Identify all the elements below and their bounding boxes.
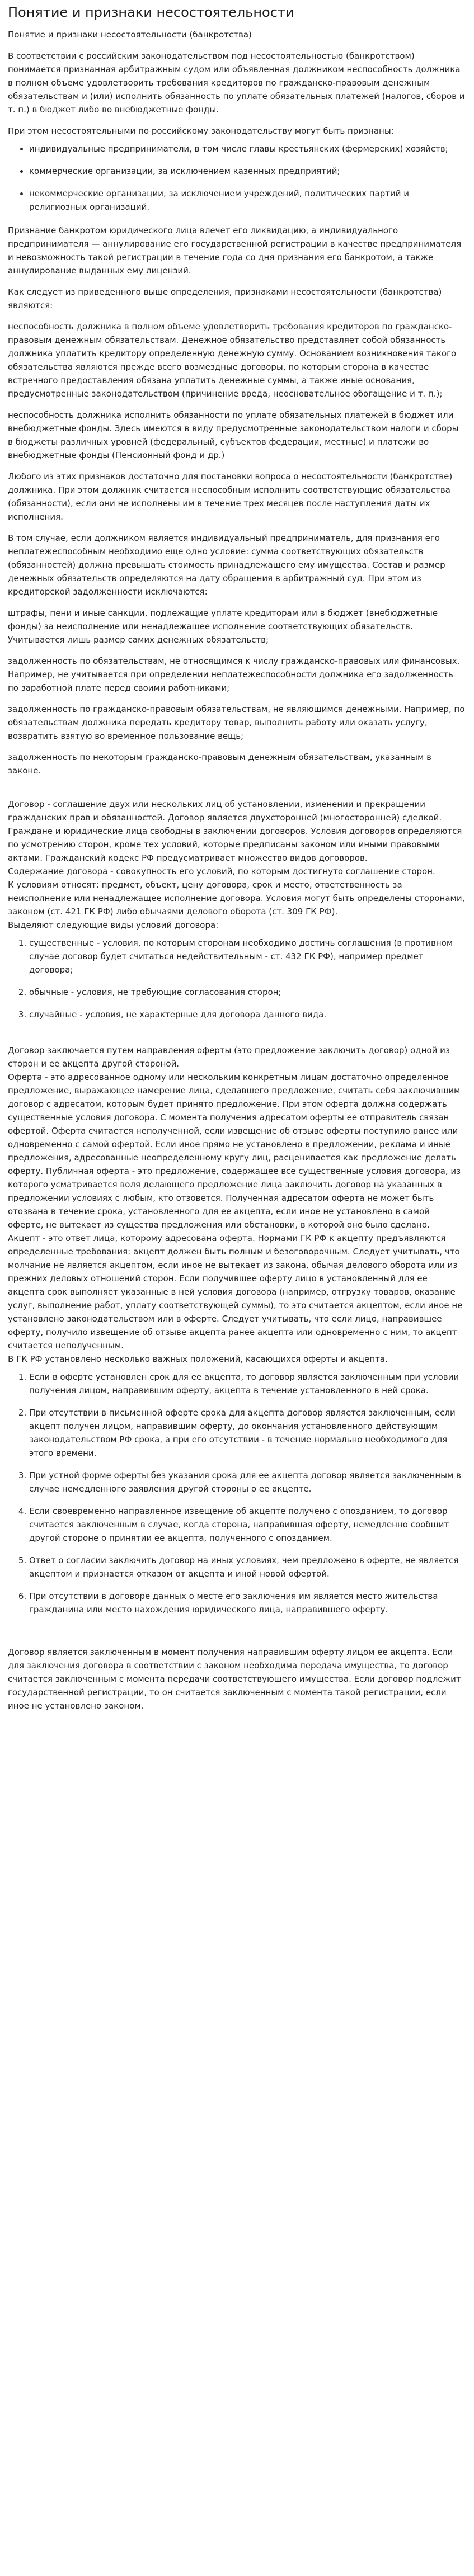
list-item: 5. Ответ о согласии заключить договор на иных условиях, чем предложено в оферте, не является акцептом и признается отказом от акцепта и иной новой офертой. <box>29 1554 466 1580</box>
intro-section <box>8 49 466 138</box>
paragraph: задолженность по некоторым гражданско-правовым денежным обязательствам, указанным в законе. <box>8 752 431 776</box>
paragraph: задолженность по обязательствам, не относящимся к числу гражданско-правовых или финансовых. Например, не учитывается при определении неплатежеспособности должника его задолженность по заработной плате перед своими работниками; <box>8 656 460 693</box>
section-gap <box>8 1031 466 1044</box>
list-item: 2. обычные - условия, не требующие согласования сторон; <box>29 985 466 999</box>
text-line: Договор - соглашение двух или нескольких лиц об установлении, изменении и прекращении гражданских прав и обязанностей. Договор является двухсторонней (многосторонней) сделкой. Граждане и юридические лица свободны в заключении договоров. Условия договоров определяются по усмотрению сторон, кроме тех условий, которые предписаны законом или иными правовыми актами. Гражданский кодекс РФ предусматривает множество видов договоров. <box>8 799 462 863</box>
text-line: Содержание договора - совокупность его условий, по которым достигнуто соглашение сторон. <box>8 866 435 876</box>
debtor-types-list <box>8 142 466 214</box>
list-item: • некоммерческие организации, за исключением учреждений, политических партий и религиозных организаций. <box>29 187 466 214</box>
paragraph: При этом несостоятельными по российскому законодательству могут быть признаны: <box>8 126 394 136</box>
text-line: Договор заключается путем направления оферты (это предложение заключить договор) одной из сторон и ее акцепта другой стороной. <box>8 1045 450 1069</box>
section-gap <box>8 1626 466 1645</box>
list-item: • индивидуальные предприниматели, в том числе главы крестьянских (фермерских) хозяйств; <box>29 142 466 155</box>
text-line: Договор является заключенным в момент получения направившим оферту лицом ее акцепта. Если для заключения договора в соответствии с законом необходима передача имущества, то договор считается заключенным с момента передачи соответствующего имущества. Если договор подлежит государственной регистрации, то он считается заключенным с момента такой регистрации, если иное не установлено законом. <box>8 1647 461 1711</box>
paragraph: Как следует из приведенного выше определения, признаками несостоятельности (банкротства) являются: <box>8 287 442 310</box>
text-line: Акцепт - это ответ лица, которому адресована оферта. Нормами ГК РФ к акцепту предъявляются определенные требования: акцепт должен быть полным и безоговорочным. Следует учитывать, что молчание не является акцептом, если иное не вытекает из закона, обычая делового оборота или из прежних деловых отношений сторон. Если получившее оферту лицо в установленный для ее акцепта срок выполняет указанные в ней условия договора (например, отгрузку товаров, оказание услуг, выполнение работ, уплату соответствующей суммы), то это считается акцептом, если иное не установлено законодательством или в оферте. Следует учитывать, что если лицо, направившее оферту, получило извещение об отзыве акцепта ранее акцепта или одновременно с ним, то акцепт считается неполученным. <box>8 1233 463 1351</box>
section-gap <box>8 785 466 798</box>
offer-rules-list <box>8 1370 466 1616</box>
list-item: 2. При отсутствии в письменной оферте срока для акцепта договор является заключенным, если акцепт получен лицом, направившим оферту, до окончания установленного действующим законодательством РФ срока, а при его отсутствии - в течение нормально необходимого для этого времени. <box>29 1406 466 1460</box>
contract-section <box>8 798 466 932</box>
paragraph: В том случае, если должником является индивидуальный предприниматель, для признания его неплатежеспособным необходимо еще одно условие: сумма соответствующих обязательств (обязанностей) должна превышать стоимость принадлежащего ему имущества. Состав и размер денежных обязательств определяются на дату обращения в арбитражный суд. При этом из кредиторской задолженности исключаются: <box>8 533 445 597</box>
list-item: 1. Если в оферте установлен срок для ее акцепта, то договор является заключенным при условии получения лицом, направившим оферту, акцепта в течение установленного в ней срока. <box>29 1370 466 1397</box>
paragraph: Признание банкротом юридического лица влечет его ликвидацию, а индивидуального предпринимателя — аннулирование его государственной регистрации в качестве предпринимателя и невозможность такой регистрации в течение года со дня признания его банкротом, а также аннулирование выданных ему лицензий. <box>8 225 462 276</box>
offer-section <box>8 1044 466 1366</box>
condition-types-list <box>8 936 466 1021</box>
list-item: 3. случайные - условия, не характерные для договора данного вида. <box>29 1008 466 1021</box>
paragraph: неспособность должника в полном объеме удовлетворить требования кредиторов по гражданско-правовым денежным обязательствам. Денежное обязательство представляет собой обязанность должника уплатить кредитору определенную денежную сумму. Основанием возникновения такого обязательства являются прежде всего возмездные договоры, по которым сторона в качестве встречного предоставления обязана уплатить денежные суммы, а также иные основания, предусмотренные законодательством (причинение вреда, неосновательное обогащение и т. п.); <box>8 322 457 399</box>
text-line: В ГК РФ установлено несколько важных положений, касающихся оферты и акцепта. <box>8 1354 388 1364</box>
paragraph: задолженность по гражданско-правовым обязательствам, не являющимся денежными. Например, по обязательствам должника передать кредитору товар, выполнить работу или оказать услугу, возвратить взятую во временное пользование вещь; <box>8 704 465 741</box>
list-item: 6. При отсутствии в договоре данных о месте его заключения им является место жительства гражданина или место нахождения юридического лица, направившего оферту. <box>29 1589 466 1616</box>
text-line: Оферта - это адресованное одному или нескольким конкретным лицам достаточно определенное предложение, выражающее намерение лица, сделавшего предложение, считать себя заключившим договор с адресатом, которым будет принято предложение. При этом оферта должна содержать существенные условия договора. С момента получения адресатом оферты ее отправитель связан офертой. Оферта считается неполученной, если извещение об отзыве оферты поступило ранее или одновременно с самой офертой. Если иное прямо не установлено в предложении, реклама и иные предложения, адресованные неопределенному кругу лиц, расценивается как предложение делать оферту. Публичная оферта - это предложение, содержащее все существенные условия договора, из которого усматривается воля делающего предложение лица заключить договор на указанных в предложении условиях с любым, кто отзовется. Полученная адресатом оферта не может быть отозвана в течение срока, установленного для ее акцепта, если иное не установлено в самой оферте, не вытекает из существа предложения или обстановки, в которой оно было сделано. <box>8 1072 461 1230</box>
paragraph: Любого из этих признаков достаточно для постановки вопроса о несостоятельности (банкротстве) должника. При этом должник считается неспособным исполнить соответствующие обязательства (обязанности), если они не исполнены им в течение трех месяцев после наступления даты их исполнения. <box>8 471 453 522</box>
closing-section <box>8 1645 466 1712</box>
text-line: Выделяют следующие виды условий договора: <box>8 920 219 930</box>
page-subtitle: Понятие и признаки несостоятельности (банкротства) <box>8 30 252 40</box>
page-title: Понятие и признаки несостоятельности <box>8 4 294 20</box>
paragraph: В соответствии с российским законодательством под несостоятельностью (банкротством) понимается признанная арбитражным судом или объявленная должником неспособность должника в полном объеме удовлетворить требования кредиторов по гражданско-правовым денежным обязательствам и (или) исполнить обязанность по уплате обязательных платежей (налогов, сборов и т. п.) в бюджет либо во внебюджетные фонды. <box>8 51 465 115</box>
paragraph: штрафы, пени и иные санкции, подлежащие уплате кредиторам или в бюджет (внебюджетные фонды) за неисполнение или ненадлежащее исполнение соответствующих обязательств. Учитывается лишь размер самих денежных обязательств; <box>8 608 438 645</box>
text-line: К условиям относят: предмет, объект, цену договора, срок и место, ответственность за неисполнение или ненадлежащее исполнение договора. Условия могут быть определены сторонами, законом (ст. 421 ГК РФ) либо обычаями делового оборота (ст. 309 ГК РФ). <box>8 880 465 917</box>
list-item: 3. При устной форме оферты без указания срока для ее акцепта договор является заключенным в случае немедленного заявления другой стороны о ее акцепте. <box>29 1469 466 1495</box>
paragraph: неспособность должника исполнить обязанности по уплате обязательных платежей в бюджет или внебюджетные фонды. Здесь имеются в виду предусмотренные законодательством налоги и сборы в бюджеты различных уровней (федеральный, субъектов федерации, местные) и платежи во внебюджетные фонды (Пенсионный фонд и др.) <box>8 410 459 460</box>
bankruptcy-signs-section <box>8 224 466 777</box>
list-item: 4. Если своевременно направленное извещение об акцепте получено с опозданием, то договор считается заключенным в случае, когда сторона, направившая оферту, немедленно сообщит другой стороне о принятии ее акцепта, полученного с опозданием. <box>29 1504 466 1545</box>
list-item: • коммерческие организации, за исключением казенных предприятий; <box>29 164 466 178</box>
list-item: 1. существенные - условия, по которым сторонам необходимо достичь соглашения (в противном случае договор будет считаться недействительным - ст. 432 ГК РФ), например предмет договора; <box>29 936 466 976</box>
